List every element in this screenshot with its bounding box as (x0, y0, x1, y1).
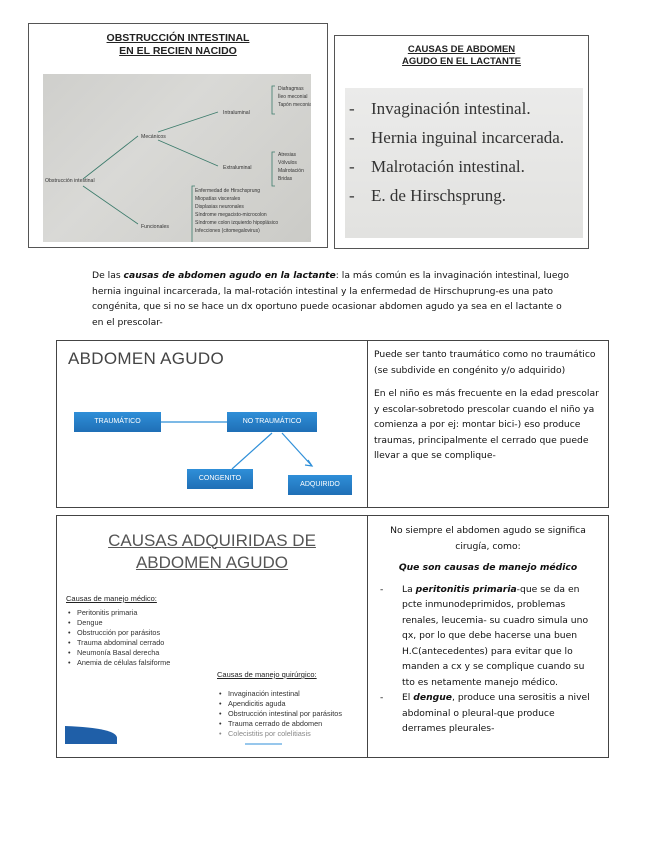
diagram-extraluminal: Extraluminal (223, 165, 252, 171)
slide2-list-photo (345, 88, 583, 238)
extra-item: Vólvulos (278, 160, 297, 166)
list-item: • Trauma cerrado de abdomen (228, 719, 342, 729)
intra-item: Tapón meconial (278, 102, 311, 108)
b1-emph: peritonitis primaria (415, 583, 517, 595)
extra-item: Bridas (278, 176, 293, 182)
list-item-text: E. de Hirschsprung. (371, 186, 507, 205)
func-item: Displasias neuronales (195, 204, 244, 210)
box-adquirido: ADQUIRIDO (288, 475, 352, 495)
diagram-intraluminal: Intraluminal (223, 110, 250, 116)
table2-bullets (376, 582, 600, 737)
list-item-text: Malrotación intestinal. (371, 157, 525, 176)
para-pre: De las (92, 270, 124, 281)
list-item: - Invaginación intestinal. (349, 99, 531, 118)
extra-item: Malrotación (278, 168, 304, 174)
slide-abdomen-agudo (57, 341, 368, 507)
slide1-title (29, 32, 327, 58)
table-causas-adquiridas (56, 515, 609, 758)
list-item: - Hernia inguinal incarcerada. (349, 128, 565, 147)
func-item: Enfermedad de Hirschsprung (195, 188, 261, 194)
list-item: • Colecistitis por colelitiasis (228, 729, 342, 739)
b2-pre: El (402, 692, 414, 703)
slide2-title (335, 44, 588, 68)
slide-title: ABDOMEN AGUDO (68, 349, 224, 368)
func-item: Infecciones (citomegalovirus) (195, 228, 260, 234)
table1-text-cell (368, 341, 608, 507)
diagram-root: Obstrucción intestinal (45, 178, 95, 184)
para-post: : la más común es la invaginación intestinal, luego hernia inguinal incarcerada, la mal-rotación intestinal y la enfermedad de Hirschuprung-es una pato congénita, que si no se hace un dx oportuno puede ocasionar abdomen agudo ya sea en el lactante o en el prescolar- (92, 270, 569, 328)
b2-emph: dengue (413, 692, 452, 703)
box-traumatico: TRAUMÁTICO (74, 412, 161, 432)
func-item: Síndrome colon izquierdo hipoplásico (195, 220, 279, 226)
table2-intro: No siempre el abdomen agudo se significa cirugía, como: (390, 525, 586, 552)
table2-question: Que son causas de manejo médico (398, 562, 578, 573)
slide-title (57, 530, 367, 574)
list-item: - E. de Hirschsprung. (349, 186, 507, 205)
func-item: Síndrome megacisto-microcolon (195, 212, 267, 218)
slide-title-line2: ABDOMEN AGUDO (135, 553, 289, 572)
quirurgico-label: Causas de manejo quirúrgico: (217, 670, 317, 679)
intra-item: Íleo meconial (278, 94, 308, 100)
b1-pre: La (402, 583, 416, 595)
slide-causas-adquiridas (57, 516, 368, 757)
slide2-title-line1: CAUSAS DE ABDOMEN (407, 44, 516, 55)
para-emph: causas de abdomen agudo en la lactante (123, 270, 336, 281)
medico-list (67, 608, 170, 668)
func-item: Miopatías viscerales (195, 196, 241, 202)
list-item: • Peritonitis primaria (77, 608, 170, 618)
slide2-title-line2: AGUDO EN EL LACTANTE (402, 56, 521, 67)
list-item: • Anemia de células falsiforme (77, 658, 170, 668)
list-item: - Malrotación intestinal. (349, 157, 525, 176)
table1-text2: En el niño es más frecuente en la edad prescolar y escolar-sobretodo prescolar cuando el niño ya comienza a por ej: montar bici-) eso produce traumas, principalmente el cerrado que puede llevar a que se complique- (374, 388, 599, 461)
list-item: • Apendicitis aguda (228, 699, 342, 709)
list-item: • Invaginación intestinal (228, 689, 342, 699)
b1-post: -que se da en pcte inmunodeprimidos, problemas renales, leucemia- su cuadro simula uno qx, por lo que debe hacerse una buen H.C(antecedentes) para evitar que lo manden a cx y se complique cuando su tto es netamente manejo médico. (402, 583, 589, 688)
list-item: • Dengue (77, 618, 170, 628)
slide-obstruccion-intestinal (28, 23, 328, 248)
b2-post: , produce una serositis a nivel abdominal o pleural-que produce derrames pleurales- (402, 692, 590, 734)
intro-paragraph (92, 268, 572, 330)
table1-text1: Puede ser tanto traumático como no traumático (se subdivide en congénito y/o adquirido) (374, 349, 596, 376)
table-abdomen-agudo (56, 340, 609, 508)
diagram-funcionales: Funcionales (141, 224, 169, 230)
extra-item: Atresias (278, 152, 297, 158)
list-item-text: Hernia inguinal incarcerada. (371, 128, 565, 147)
table2-text-cell (368, 516, 608, 757)
decorative-wave (57, 716, 367, 746)
bullet-dengue (376, 690, 600, 737)
list-item: • Neumonía Basal derecha (77, 648, 170, 658)
slide1-title-line1: OBSTRUCCIÓN INTESTINAL (106, 32, 250, 44)
diagram-mecanicos: Mecánicos (141, 134, 166, 140)
slide-title-line1: CAUSAS ADQUIRIDAS DE (108, 531, 316, 550)
intra-item: Diafragmas (278, 86, 304, 92)
list-item: • Obstrucción por parásitos (77, 628, 170, 638)
bullet-peritonitis (376, 582, 600, 691)
box-no-traumatico: NO TRAUMÁTICO (227, 412, 317, 432)
slide-causas-lactante (334, 35, 589, 249)
medico-label: Causas de manejo médico: (66, 594, 157, 603)
list-item: • Trauma abdominal cerrado (77, 638, 170, 648)
slide1-title-line2: EN EL RECIEN NACIDO (119, 45, 237, 57)
list-item: • Obstrucción intestinal por parásitos (228, 709, 342, 719)
box-congenito: CONGENITO (187, 469, 253, 489)
list-item-text: Invaginación intestinal. (371, 99, 531, 118)
obstruction-diagram-photo (43, 74, 311, 242)
obstruction-diagram (43, 74, 311, 242)
